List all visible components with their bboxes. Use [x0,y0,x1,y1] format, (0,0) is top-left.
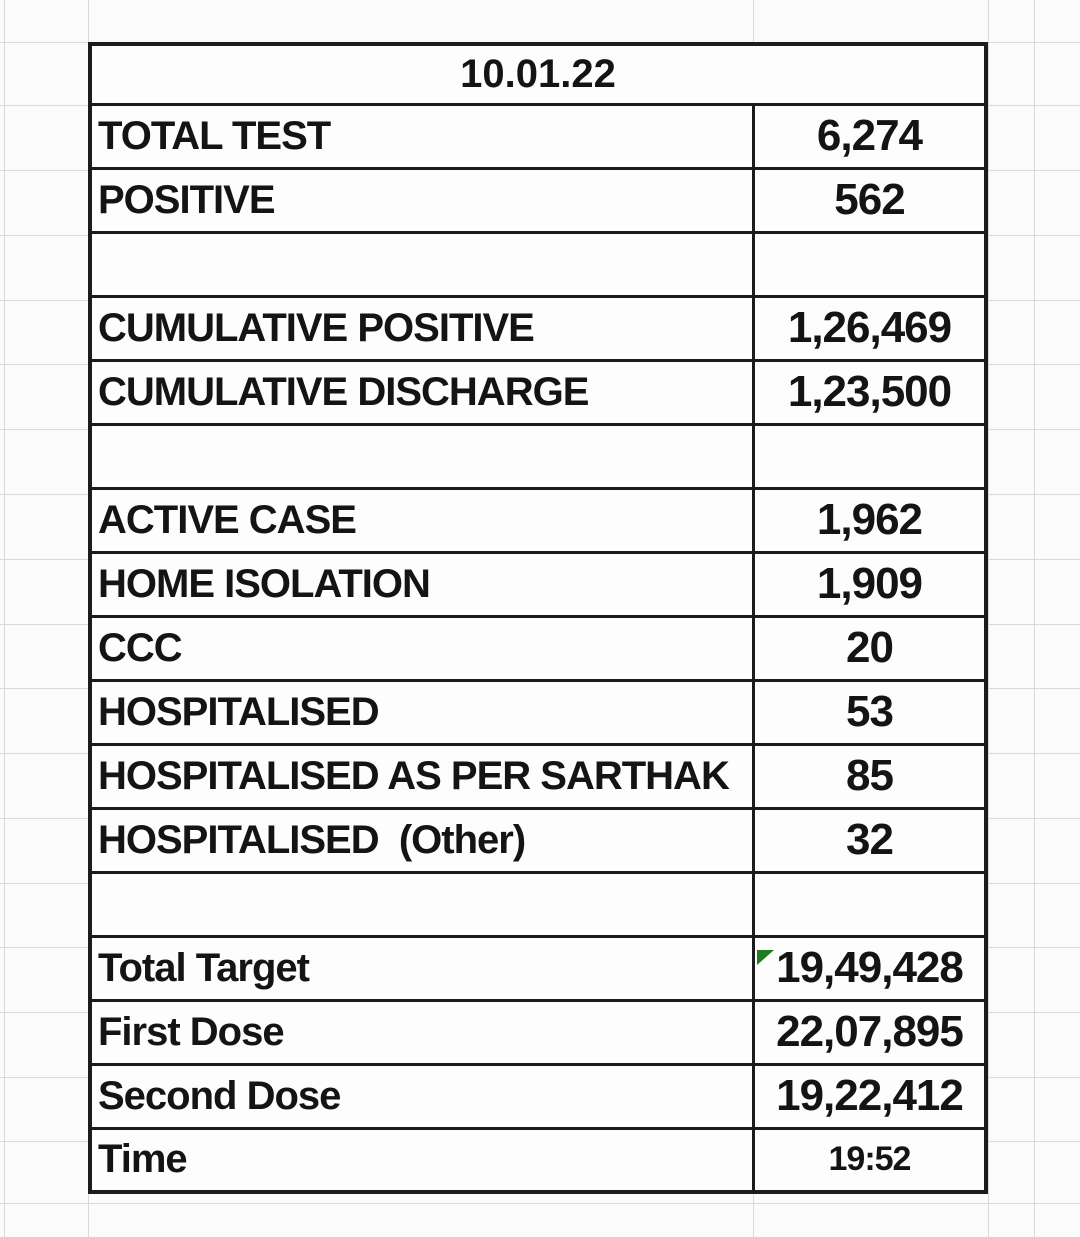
row-cumulative-discharge [90,360,986,424]
stat-value[interactable]: 19,22,412 [753,1064,986,1128]
gridline [988,0,989,1237]
stat-label[interactable]: CUMULATIVE POSITIVE [90,296,753,360]
stat-value[interactable]: 6,274 [753,104,986,168]
row-second-dose [90,1064,986,1128]
row-hospitalised-other [90,808,986,872]
stat-label[interactable]: HOSPITALISED AS PER SARTHAK [90,744,753,808]
stat-value[interactable]: 53 [753,680,986,744]
stat-label[interactable]: HOSPITALISED [90,680,753,744]
stat-value[interactable]: 19,49,428 [753,936,986,1000]
cell-error-indicator-triangle [757,950,774,965]
stat-label[interactable]: HOSPITALISED (Other) [90,808,753,872]
stat-value[interactable]: 20 [753,616,986,680]
stat-value[interactable]: 22,07,895 [753,1000,986,1064]
row-active-case [90,488,986,552]
empty-cell[interactable] [90,872,753,936]
stat-label[interactable]: TOTAL TEST [90,104,753,168]
row-ccc [90,616,986,680]
stat-value[interactable]: 1,962 [753,488,986,552]
row-empty-3 [90,872,986,936]
row-first-dose [90,1000,986,1064]
empty-cell[interactable] [90,232,753,296]
empty-cell[interactable] [753,424,986,488]
row-hospitalised [90,680,986,744]
stat-label[interactable]: Total Target [90,936,753,1000]
stat-label[interactable]: Time [90,1128,753,1192]
stat-value[interactable]: 562 [753,168,986,232]
empty-cell[interactable] [753,872,986,936]
stat-value[interactable]: 1,23,500 [753,360,986,424]
stats-table [88,42,988,1194]
stat-value[interactable]: 19:52 [753,1128,986,1192]
stat-value[interactable]: 1,909 [753,552,986,616]
row-hospitalised-sarthak [90,744,986,808]
gridline [1034,0,1035,1237]
gridline [4,0,5,1237]
row-home-isolation [90,552,986,616]
stat-label[interactable]: ACTIVE CASE [90,488,753,552]
stat-label[interactable]: CCC [90,616,753,680]
empty-cell[interactable] [753,232,986,296]
header-row [90,44,986,104]
gridline [0,1203,1080,1204]
row-empty-1 [90,232,986,296]
stat-label[interactable]: CUMULATIVE DISCHARGE [90,360,753,424]
row-positive [90,168,986,232]
row-cumulative-positive [90,296,986,360]
stat-label[interactable]: POSITIVE [90,168,753,232]
stat-label[interactable]: Second Dose [90,1064,753,1128]
stat-value[interactable]: 1,26,469 [753,296,986,360]
row-time [90,1128,986,1192]
stat-label[interactable]: HOME ISOLATION [90,552,753,616]
empty-cell[interactable] [90,424,753,488]
row-total-target [90,936,986,1000]
date-header-cell[interactable]: 10.01.22 [90,44,986,104]
row-total-test [90,104,986,168]
stat-value[interactable]: 32 [753,808,986,872]
stat-value[interactable]: 85 [753,744,986,808]
stat-label[interactable]: First Dose [90,1000,753,1064]
row-empty-2 [90,424,986,488]
